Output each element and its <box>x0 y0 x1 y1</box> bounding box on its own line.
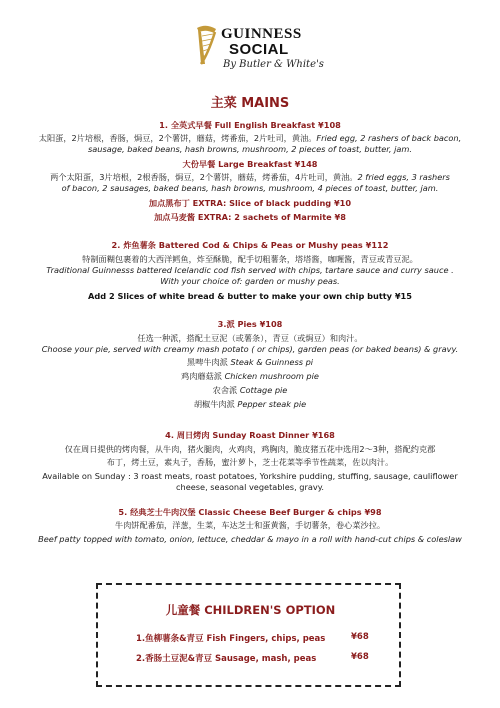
kids-item-sausage-mash <box>136 652 369 664</box>
pie-option-pepper-steak <box>0 399 500 410</box>
item-burger-desc-cn: 牛肉饼配番茄，洋葱，生菜，车达芝士和蛋黄酱，手切薯条，卷心菜沙拉。 <box>114 520 386 530</box>
pie-option-chicken-mushroom <box>0 371 500 382</box>
kids-item-fish-fingers <box>136 632 369 644</box>
pie-en: Pepper steak pie <box>237 399 307 409</box>
pie-cn: 农舍派 <box>212 385 240 395</box>
item-burger-desc-en: Beef patty topped with tomato, onion, lettuce, cheddar & mayo in a roll with hand-cut chips & coleslaw <box>38 534 462 544</box>
harp-icon <box>193 24 219 68</box>
pie-option-cottage <box>0 385 500 396</box>
desc-en: Fried egg, 2 rashers of back bacon, <box>316 133 462 143</box>
extra-black-pudding: 加点黑布丁 EXTRA: Slice of black pudding ¥10 <box>148 198 352 208</box>
childrens-option-title: 儿童餐 CHILDREN'S OPTION <box>165 603 336 617</box>
item-full-english-title: 1. 全英式早餐 Full English Breakfast ¥108 <box>159 120 341 130</box>
brand-social: SOCIAL <box>229 41 289 58</box>
pie-en: Steak & Guinness pi <box>230 357 314 367</box>
desc-en: 2 fried eggs, 3 rashers <box>357 172 450 182</box>
item-full-english-desc-1 <box>0 133 500 144</box>
kids-item-label: 1.鱼柳薯条&青豆 Fish Fingers, chips, peas <box>136 634 326 644</box>
item-fish-chips-title: 2. 炸鱼薯条 Battered Cod & Chips & Peas or Mushy peas ¥112 <box>111 240 389 250</box>
item-sunday-roast-desc-en-1: Available on Sunday : 3 roast meats, roast potatoes, Yorkshire pudding, stuffing, sausage, cauliflower <box>42 471 458 481</box>
brand-tagline: By Butler & White's <box>223 59 324 70</box>
item-full-english-desc-2: sausage, baked beans, hash browns, mushroom, 2 pieces of toast, butter, jam. <box>88 144 412 154</box>
guinness-social-logo <box>193 24 323 76</box>
extra-chip-butty: Add 2 Slices of white bread & butter to make your own chip butty ¥15 <box>88 291 412 301</box>
pie-cn: 鸡肉蘑菇派 <box>181 371 225 381</box>
item-large-breakfast-desc-2: of bacon, 2 sausages, baked beans, hash browns, mushroom, 4 pieces of toast, butter, jam. <box>61 183 439 193</box>
kids-item-label: 2.香肠土豆泥&青豆 Sausage, mash, peas <box>136 654 317 664</box>
kids-item-price: ¥68 <box>351 632 369 642</box>
item-large-breakfast-desc-1 <box>0 172 500 183</box>
item-sunday-roast-title: 4. 周日烤肉 Sunday Roast Dinner ¥168 <box>165 430 335 440</box>
pie-cn: 胡椒牛肉派 <box>193 399 238 409</box>
kids-item-price: ¥68 <box>351 652 369 662</box>
extra-marmite: 加点马麦酱 EXTRA: 2 sachets of Marmite ¥8 <box>154 212 346 222</box>
item-pies-title: 3.派 Pies ¥108 <box>217 319 283 329</box>
pie-en: Cottage pie <box>239 385 288 395</box>
item-large-breakfast-title: 大份早餐 Large Breakfast ¥148 <box>182 159 318 169</box>
childrens-option-box <box>96 583 401 687</box>
item-sunday-roast-desc-cn-2: 布丁，烤土豆，素丸子，香肠，蜜汁萝卜，芝士花菜等季节性蔬菜，佐以肉汁。 <box>106 457 394 467</box>
desc-cn: 太阳蛋，2片培根，香肠，焗豆，2个薯饼，蘑菇，烤番茄，2片吐司，黄油。 <box>38 133 317 143</box>
pie-en: Chicken mushroom pie <box>224 371 319 381</box>
pie-cn: 黑啤牛肉派 <box>186 357 231 367</box>
brand-name: GUINNESS <box>221 26 302 42</box>
pie-option-steak-guinness <box>0 357 500 368</box>
item-fish-chips-desc-cn: 特制面糊包裹着的大西洋鳕鱼，炸至酥脆，配手切粗薯条，塔塔酱，咖喱酱，青豆或青豆泥。 <box>82 254 418 264</box>
item-sunday-roast-desc-cn-1: 仅在周日提供的烤肉餐，从牛肉，猪火腿肉，火鸡肉，鸡胸肉，脆皮猪五花中选用2～3种，搭配约克郡 <box>64 444 436 454</box>
item-fish-chips-desc-en: Traditional Guinnesss battered Icelandic cod fish served with chips, tartare sauce and curry sauce . <box>46 265 454 275</box>
item-burger-title: 5. 经典芝士牛肉汉堡 Classic Cheese Beef Burger & chips ¥98 <box>118 507 382 517</box>
item-pies-desc-cn: 任选一种派，搭配土豆泥（或薯条），青豆（或焗豆）和肉汁。 <box>137 333 363 343</box>
mains-heading: 主菜 MAINS <box>210 96 290 111</box>
item-sunday-roast-desc-en-2: cheese, seasonal vegetables, gravy. <box>176 482 324 492</box>
item-pies-desc-en: Choose your pie, served with creamy mash potato ( or chips), garden peas (or baked beans) & gravy. <box>41 344 459 354</box>
desc-cn: 两个太阳蛋，3片培根，2根香肠，焗豆，2个薯饼，蘑菇，烤番茄，4片吐司，黄油。 <box>50 172 358 182</box>
item-fish-chips-choice: With your choice of: garden or mushy peas. <box>160 276 340 286</box>
